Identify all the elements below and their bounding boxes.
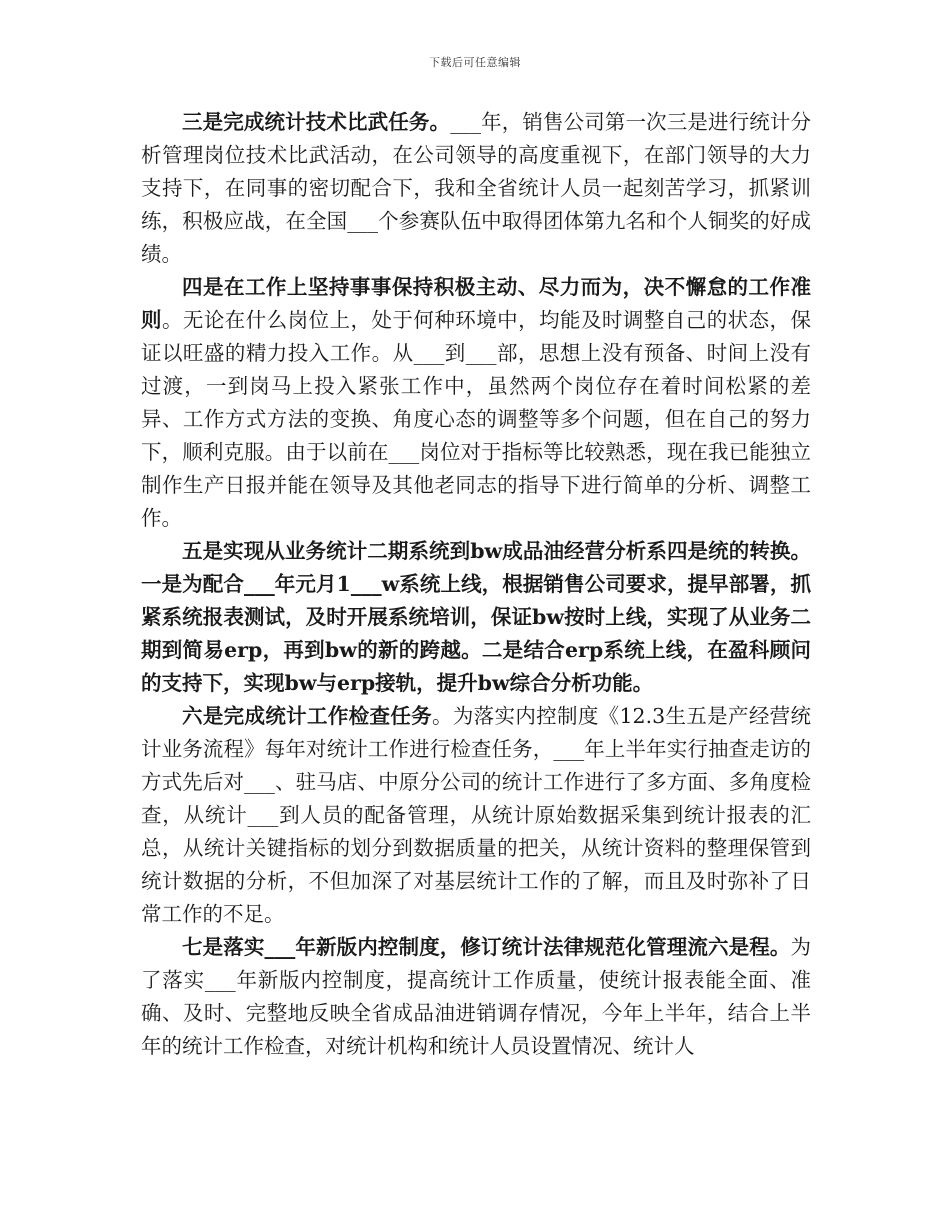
paragraph-3-text: ___年，销售公司第一次三是进行统计分析管理岗位技术比武活动，在公司领导的高度重视下，在部门领导的大力支持下，在同事的密切配合下，我和全省统计人员一起刻苦学习，抓紧训练，积极应战，在全国___个参赛队伍中取得团体第九名和个人铜奖的好成绩。: [141, 110, 812, 266]
paragraph-7-text: 为了落实___年新版内控制度，提高统计工作质量，使统计报表能全面、准确、及时、完整地反映全省成品油进销调存情况，今年上半年，结合上半年的统计工作检查，对统计机构和统计人员设置情况、统计人: [141, 935, 811, 1058]
paragraph-6: [141, 700, 811, 931]
paragraph-4: [141, 271, 811, 535]
paragraph-5: [141, 535, 811, 700]
paragraph-7-heading: 七是落实___年新版内控制度，修订统计法律规范化管理流六是程。: [182, 935, 791, 959]
document-body: [141, 106, 811, 1063]
paragraph-7: [141, 931, 811, 1063]
paragraph-5-heading: 五是实现从业务统计二期系统到bw成品油经营分析系四是统的转换。一是为配合___年元月1___w系统上线，根据销售公司要求，提早部署，抓紧系统报表测试，及时开展系统培训，保证bw按时上线，实现了从业务二期到简易erp，再到bw的新的跨越。二是结合erp系统上线，在盈科顾问的支持下，实现bw与erp接轨，提升bw综合分析功能。: [141, 539, 811, 695]
paragraph-6-heading: 六是完成统计工作检查任务: [182, 704, 433, 728]
page-header: 下载后可任意编辑: [429, 56, 521, 69]
paragraph-4-text: 。无论在什么岗位上，处于何种环境中，均能及时调整自己的状态，保证以旺盛的精力投入工作。从___到___部，思想上没有预备、时间上没有过渡，一到岗马上投入紧张工作中，虽然两个岗位存在着时间松紧的差异、工作方式方法的变换、角度心态的调整等多个问题，但在自己的努力下，顺利克服。由于以前在___岗位对于指标等比较熟悉，现在我已能独立制作生产日报并能在领导及其他老同志的指导下进行简单的分析、调整工作。: [141, 308, 811, 530]
paragraph-6-text: 。为落实内控制度《12.3生五是产经营统计业务流程》每年对统计工作进行检查任务，___年上半年实行抽查走访的方式先后对___、驻马店、中原分公司的统计工作进行了多方面、多角度检查，从统计___到人员的配备管理，从统计原始数据采集到统计报表的汇总，从统计关键指标的划分到数据质量的把关，从统计资料的整理保管到统计数据的分析，不但加深了对基层统计工作的了解，而且及时弥补了日常工作的不足。: [141, 704, 811, 926]
paragraph-3: [141, 106, 811, 271]
paragraph-4-heading: 四是在工作上坚持事事保持积极主动、尽力而为，决不懈怠的工作准则: [141, 275, 811, 332]
paragraph-3-heading: 三是完成统计技术比武任务。: [182, 110, 451, 134]
